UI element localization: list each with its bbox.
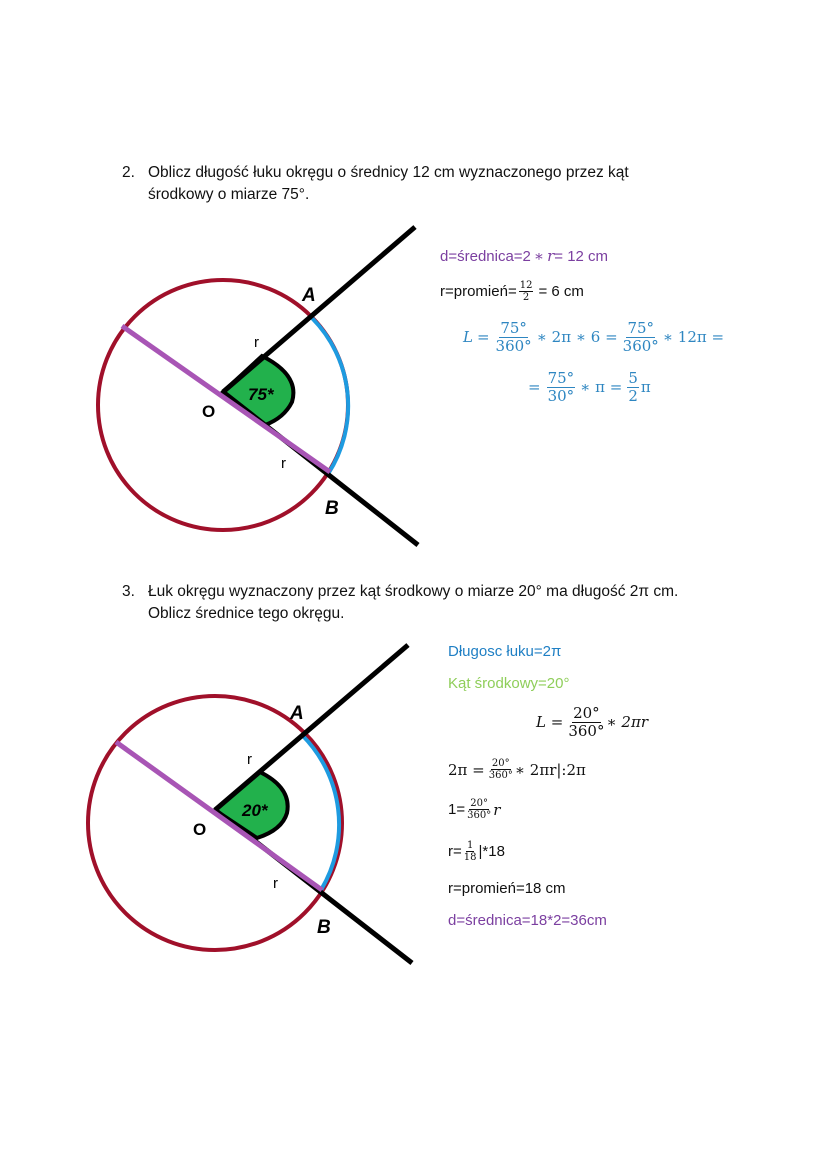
fraction	[623, 320, 659, 355]
task-number: 2.	[122, 164, 135, 181]
text: ∗ 12π =	[662, 328, 725, 347]
fraction	[489, 758, 513, 782]
text: ∗ 2πr|:2π	[514, 760, 586, 779]
angle-label: 20*	[242, 801, 268, 820]
operator: =	[528, 378, 541, 397]
denominator: 360°	[568, 721, 605, 740]
operator: ∗	[533, 247, 545, 265]
fraction	[547, 370, 576, 405]
fraction	[627, 370, 639, 405]
numerator: 5	[628, 369, 638, 387]
arc-ab	[302, 735, 339, 890]
diameter-result: d=średnica=18*2=36cm	[448, 912, 607, 929]
task-text: Oblicz długość łuku okręgu o średnicy 12 cm wyznaczonego przez kąt	[148, 164, 629, 181]
fraction	[464, 840, 477, 864]
numerator: 75°	[547, 369, 575, 387]
text: 2π =	[448, 760, 485, 779]
diameter	[116, 742, 322, 890]
task-text: środkowy o miarze 75°.	[148, 186, 310, 203]
radius-label: r	[281, 455, 286, 472]
point-b-label: B	[317, 917, 331, 938]
text: 1=	[448, 801, 466, 819]
numerator: 12	[519, 280, 533, 291]
task-number: 3.	[122, 583, 135, 600]
variable: r	[493, 800, 501, 819]
denominator: 360°	[622, 336, 659, 355]
text: ∗ 2π ∗ 6 =	[536, 328, 618, 347]
ray-oa	[223, 227, 415, 392]
radius-result: r=promień=18 cm	[448, 880, 566, 897]
text: ∗ 2πr	[606, 713, 648, 732]
text: = 12 cm	[554, 247, 609, 265]
text: π	[640, 378, 651, 397]
center-label: O	[193, 820, 207, 839]
numerator: 75°	[627, 319, 655, 337]
radius-label: r	[254, 334, 259, 351]
denominator: 2	[628, 386, 638, 405]
task-3-heading	[0, 581, 828, 625]
center-label: O	[202, 402, 216, 421]
fraction	[467, 798, 491, 822]
denominator: 30°	[547, 386, 575, 405]
numerator: 20°	[470, 798, 489, 809]
angle-label: 75*	[248, 385, 274, 404]
text: ∗ π =	[580, 378, 623, 397]
text: |*18	[478, 843, 505, 861]
central-angle-line: Kąt środkowy=20°	[448, 675, 570, 692]
task-text: Łuk okręgu wyznaczony przez kąt środkowy o miarze 20° ma długość 2π cm.	[148, 583, 679, 600]
formula-line-2	[528, 370, 651, 405]
point-b-label: B	[325, 498, 339, 519]
arc-ab	[312, 318, 348, 474]
variable: L	[463, 328, 473, 347]
radius-label: r	[247, 751, 252, 768]
denominator: 18	[463, 852, 477, 863]
numerator: 75°	[500, 319, 527, 337]
variable: r	[547, 247, 555, 265]
ray-oa	[215, 645, 408, 810]
radius-label: r	[273, 875, 278, 892]
text: r=promień=	[440, 283, 517, 301]
text: L =	[536, 713, 564, 732]
numerator: 1	[466, 840, 474, 851]
operator: =	[476, 328, 490, 347]
step-3	[448, 840, 505, 864]
fraction	[519, 280, 534, 304]
numerator: 20°	[573, 704, 600, 722]
step-2	[448, 798, 500, 822]
denominator: 360°	[488, 770, 513, 781]
arc-length-line: Długosc łuku=2π	[448, 643, 562, 660]
text: r=	[448, 843, 462, 861]
step-1	[448, 758, 586, 782]
denominator: 360°	[467, 810, 492, 821]
radius-line	[440, 280, 584, 304]
formula-line-1	[463, 320, 724, 355]
diameter-line	[440, 247, 608, 265]
fraction	[496, 320, 532, 355]
formula-line	[536, 705, 648, 740]
task-text: Oblicz średnice tego okręgu.	[148, 605, 345, 622]
numerator: 20°	[491, 758, 510, 769]
diameter	[122, 326, 330, 472]
text: d=średnica=2	[440, 247, 531, 265]
point-a-label: A	[302, 285, 316, 306]
fraction	[568, 705, 604, 740]
denominator: 360°	[495, 336, 532, 355]
point-a-label: A	[290, 703, 304, 724]
text: = 6 cm	[538, 283, 584, 301]
denominator: 2	[522, 292, 530, 303]
